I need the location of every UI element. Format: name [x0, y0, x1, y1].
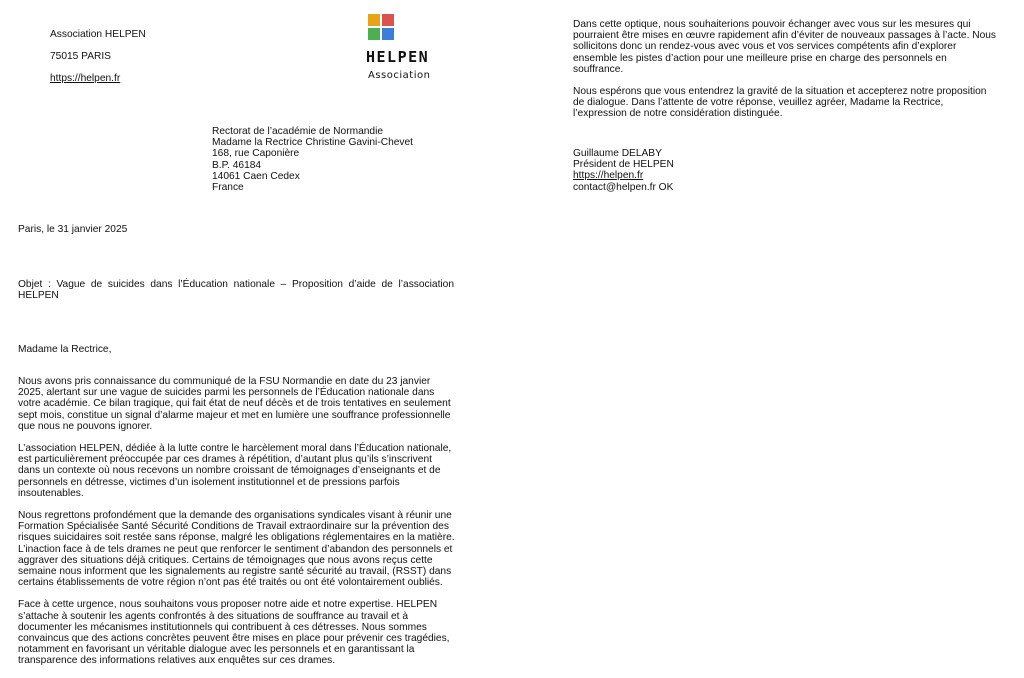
recipient-line: Rectorat de l’académie de Normandie — [212, 126, 384, 137]
logo-square-orange — [368, 14, 380, 26]
body-paragraph: Face à cette urgence, nous souhaitons vous proposer notre aide et notre expertise. HELPEN s’attache à soutenir les agents confrontés à des situations de souffrance au travail et à documenter les mécanismes institutionnels qui contribuent à ces détresses. Nous sommes convaincus que des actions concrètes peuvent être mises en place pour prévenir ces tragédies, notamment en favorisant un véritable dialogue avec les personnels et en garantissant la transparence des informations relatives aux enquêtes sur ces drames. — [18, 599, 450, 667]
logo-square-blue — [382, 28, 394, 40]
recipient-line: France — [212, 182, 244, 194]
recipient-line: Madame la Rectrice Christine Gavini-Chevet — [212, 137, 413, 149]
signatory-title: Président de HELPEN — [573, 159, 674, 171]
sender-name: Association HELPEN — [50, 29, 146, 40]
sender-city: 75015 PARIS — [50, 51, 111, 62]
logo-square-green — [368, 28, 380, 40]
sender-website-link[interactable]: https://helpen.fr — [50, 73, 121, 84]
body-paragraph: Nous espérons que vous entendrez la gravité de la situation et accepterez notre proposition de dialogue. Dans l’attente de votre réponse, veuillez agréer, Madame la Rectrice, l’expression de notre considération distinguée. — [573, 86, 987, 120]
signature-website-link[interactable]: https://helpen.fr — [573, 170, 644, 182]
signature-block — [573, 148, 773, 193]
logo-square-red — [382, 14, 394, 26]
signatory-name: Guillaume DELABY — [573, 148, 662, 159]
salutation: Madame la Rectrice, — [18, 344, 112, 355]
helpen-logo — [362, 14, 432, 86]
recipient-line: 168, rue Caponière — [212, 148, 300, 160]
recipient-line: B.P. 46184 — [212, 159, 262, 171]
logo-puzzle-icon — [368, 14, 394, 40]
body-paragraph: L’association HELPEN, dédiée à la lutte contre le harcèlement moral dans l’Éducation nationale, est particulièrement préoccupée par ces drames à répétition, d’autant plus qu’ils s’inscrivent dans un contexte où nous recevons un nombre croissant de témoignages d’enseignants et de personnels en détresse, victimes d’un isolement institutionnel et de pressions parfois insoutenables. — [18, 443, 452, 499]
logo-subtitle: Association — [368, 70, 431, 81]
recipient-address — [212, 126, 472, 193]
letter-date: Paris, le 31 janvier 2025 — [18, 224, 128, 235]
body-paragraph: Nous regrettons profondément que la demande des organisations syndicales visant à réunir une Formation Spécialisée Santé Sécurité Conditions de Travail extraordinaire sur la prévention des risques suicidaires soit restée sans réponse, malgré les obligations réglementaires en la matière. L’inaction face à de tels drames ne peut que renforcer le sentiment d’abandon des personnels et aggraver des situations déjà critiques. Certains de témoignages que nous avons reçus cette semaine nous informent que les signalements au registre santé sécurité au travail, (RSST) dans certains établissements de votre région n’ont pas été traités ou ont été volontairement oubliés. — [18, 510, 455, 589]
signature-email: contact@helpen.fr OK — [573, 181, 674, 193]
logo-wordmark: HELPEN — [366, 48, 430, 66]
body-paragraph: Dans cette optique, nous souhaiterions pouvoir échanger avec vous sur les mesures qui pourraient être mises en œuvre rapidement afin d’éviter de nouveaux passages à l’acte. Nous sollicitons donc un rendez-vous avec vous et vos services compétents afin d’explorer ensemble les pistes d’action pour une meilleure prise en charge des personnels en souffrance. — [573, 19, 997, 75]
body-paragraph: Nous avons pris connaissance du communiqué de la FSU Normandie en date du 23 janvier 2025, alertant sur une vague de suicides parmi les personnels de l’Éducation nationale dans votre académie. Ce bilan tragique, qui fait état de neuf décès et de trois tentatives en seulement sept mois, constitue un signal d’alarme majeur et met en lumière une souffrance professionnelle que nous ne pouvons ignorer. — [18, 376, 451, 432]
recipient-line: 14061 Caen Cedex — [212, 170, 300, 182]
letter-subject: Objet : Vague de suicides dans l’Éducation nationale – Proposition d’aide de l’association HELPEN — [18, 279, 454, 302]
letter-continuation — [573, 19, 998, 131]
letter-body — [18, 376, 456, 678]
